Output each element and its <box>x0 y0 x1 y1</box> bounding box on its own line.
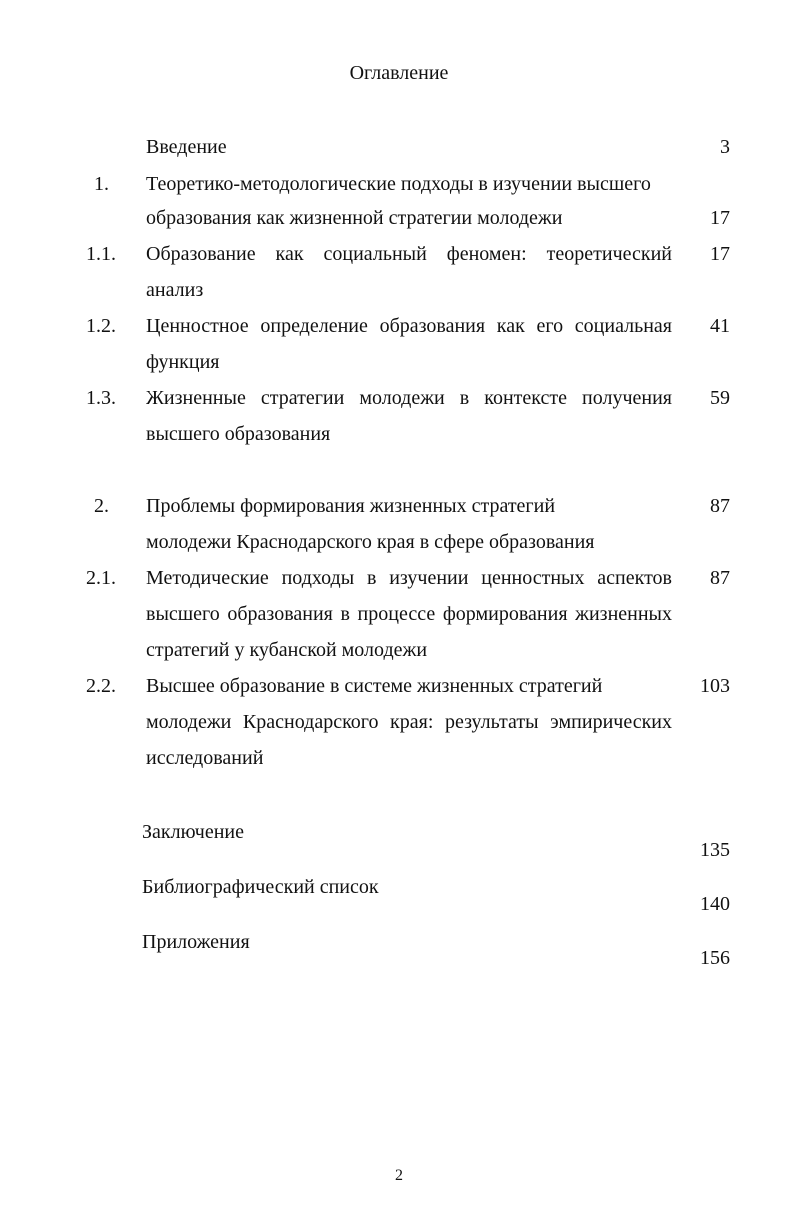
toc-chapter-page: 17 <box>710 207 730 229</box>
toc-section-number: 1.3. <box>86 387 116 409</box>
toc-section-line: стратегий у кубанской молодежи <box>146 639 428 661</box>
toc-section-number: 2.1. <box>86 567 116 589</box>
toc-section-line: Жизненные стратегии молодежи в контексте получения <box>146 387 672 409</box>
toc-section-line: Высшее образование в системе жизненных стратегий <box>146 675 603 697</box>
toc-chapter-number: 1. <box>94 173 109 195</box>
toc-chapter-page: 87 <box>710 495 730 517</box>
toc-section-page: 41 <box>710 315 730 337</box>
toc-section-number: 2.2. <box>86 675 116 697</box>
toc-section-page: 17 <box>710 243 730 265</box>
toc-section-page: 103 <box>700 675 730 697</box>
toc-section-number: 1.2. <box>86 315 116 337</box>
toc-conclusion-page: 135 <box>700 839 730 861</box>
toc-chapter-line: Проблемы формирования жизненных стратегий <box>146 495 556 517</box>
toc-conclusion-label: Заключение <box>142 821 244 843</box>
toc-section-line: Образование как социальный феномен: теоретический <box>146 243 672 265</box>
page-title: Оглавление <box>349 62 449 84</box>
toc-bibliography-page: 140 <box>700 893 730 915</box>
toc-section-line: анализ <box>146 279 204 301</box>
toc-intro-page: 3 <box>720 136 730 158</box>
toc-section-line: высшего образования в процессе формирования жизненных <box>146 603 672 625</box>
toc-appendices-page: 156 <box>700 947 730 969</box>
toc-section-line: молодежи Краснодарского края: результаты эмпирических <box>146 711 672 733</box>
toc-section-line: функция <box>146 351 220 373</box>
toc-bibliography-label: Библиографический список <box>142 876 379 898</box>
toc-chapter-line: образования как жизненной стратегии молодежи <box>146 207 563 229</box>
toc-appendices-label: Приложения <box>142 931 250 953</box>
toc-chapter-line: молодежи Краснодарского края в сфере образования <box>146 531 595 553</box>
toc-section-number: 1.1. <box>86 243 116 265</box>
toc-chapter-line: Теоретико-методологические подходы в изучении высшего <box>146 173 651 195</box>
toc-intro-label: Введение <box>146 136 227 158</box>
page-number: 2 <box>395 1167 403 1184</box>
toc-section-page: 87 <box>710 567 730 589</box>
toc-section-page: 59 <box>710 387 730 409</box>
toc-section-line: высшего образования <box>146 423 331 445</box>
toc-section-line: Методические подходы в изучении ценностных аспектов <box>146 567 672 589</box>
toc-section-line: Ценностное определение образования как его социальная <box>146 315 672 337</box>
toc-chapter-number: 2. <box>94 495 109 517</box>
toc-section-line: исследований <box>146 747 264 769</box>
